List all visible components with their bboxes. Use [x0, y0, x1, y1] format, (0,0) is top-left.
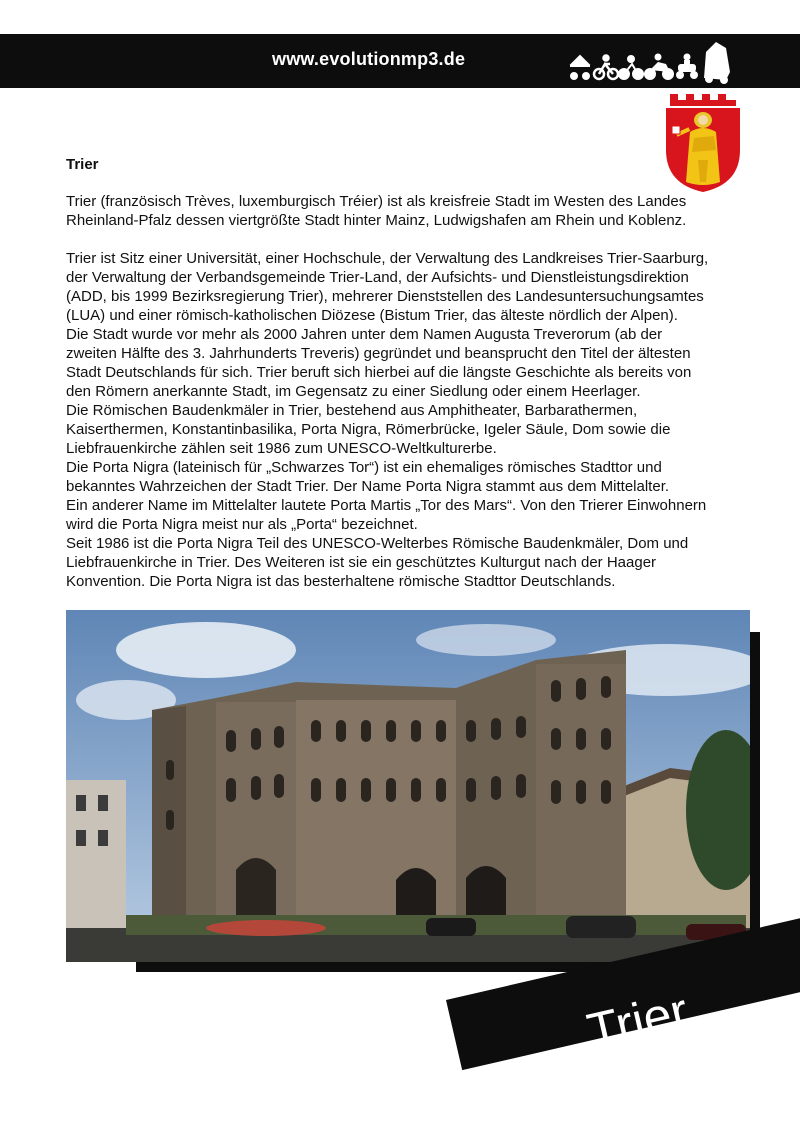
article-body: Trier (französisch Trèves, luxemburgisch Tréier) ist als kreisfreie Stadt im Westen des Landes Rheinland-Pfalz dessen viertgrößte Stadt hinter Mainz, Ludwigshafen am Rhein und Koblenz. Trier ist Sitz einer Universität, einer Hochschule, der Verwaltung des Landkreises Trier-Saarburg, der Verwaltung der Verbandsgemeinde Trier-Land, der Aufsichts- und Dienstleistungsdirektion (ADD, bis 1999 Bezirksregierung Trier), mehrerer Dienststellen des Landesuntersuchungsamtes (LUA) und einer römisch-katholischen Diözese (Bistum Trier, das älteste nördlich der Alpen). Die Stadt wurde vor mehr als 2000 Jahren unter dem Namen Augusta Treverorum (ab der zweiten Hälfte des 3. Jahrhunderts Treveris) gegründet und beansprucht den Titel der ältesten Stadt Deutschlands für sich. Trier beruft sich hierbei auf die längste Geschichte als bereits von den Römern anerkannte Stadt, im Gegensatz zu einer Siedlung oder einem Heerlager. Die Römischen Baudenkmäler in Trier, bestehend aus Amphitheater, Barbarathermen, Kaiserthermen, Konstantinbasilika, Porta Nigra, Römerbrücke, Igeler Säule, Dom sowie die Liebfrauenkirche zählen seit 1986 zum UNESCO-Weltkulturerbe. Die Porta Nigra (lateinisch für „Schwarzes Tor“) ist ein ehemaliges römisches Stadttor und bekanntes Wahrzeichen der Stadt Trier. Der Name Porta Nigra stammt aus dem Mittelalter. Ein anderer Name im Mittelalter lautete Porta Martis „Tor des Mars“. Von den Trierer Einwohnern wird die Porta Nigra meist nur als „Porta“ bezeichnet. Seit 1986 ist die Porta Nigra Teil des UNESCO-Welterbes Römische Baudenkmäler, Dom und Liebfrauenkirche in Trier. Des Weiteren ist sie ein geschütztes Kulturgut nach der Haager Konvention. Die Porta Nigra ist das besterhaltene römische Stadttor Deutschlands. [66, 193, 709, 590]
wheelchair-icon [704, 42, 730, 84]
stroller-icon [570, 56, 590, 79]
site-url-link[interactable]: www.evolutionmp3.de [272, 49, 466, 69]
vehicle-icons [566, 36, 732, 86]
bicycle-icon [594, 56, 618, 80]
tricycle-icon [619, 56, 643, 79]
scooter-icon [676, 54, 698, 80]
article-title: Trier [66, 156, 99, 173]
porta-nigra-photo [66, 610, 750, 962]
motorbike-icon [644, 54, 674, 81]
header-bar [0, 34, 800, 88]
title-banner-label: Trier [582, 982, 694, 1060]
trier-coat-of-arms-icon [662, 90, 744, 194]
